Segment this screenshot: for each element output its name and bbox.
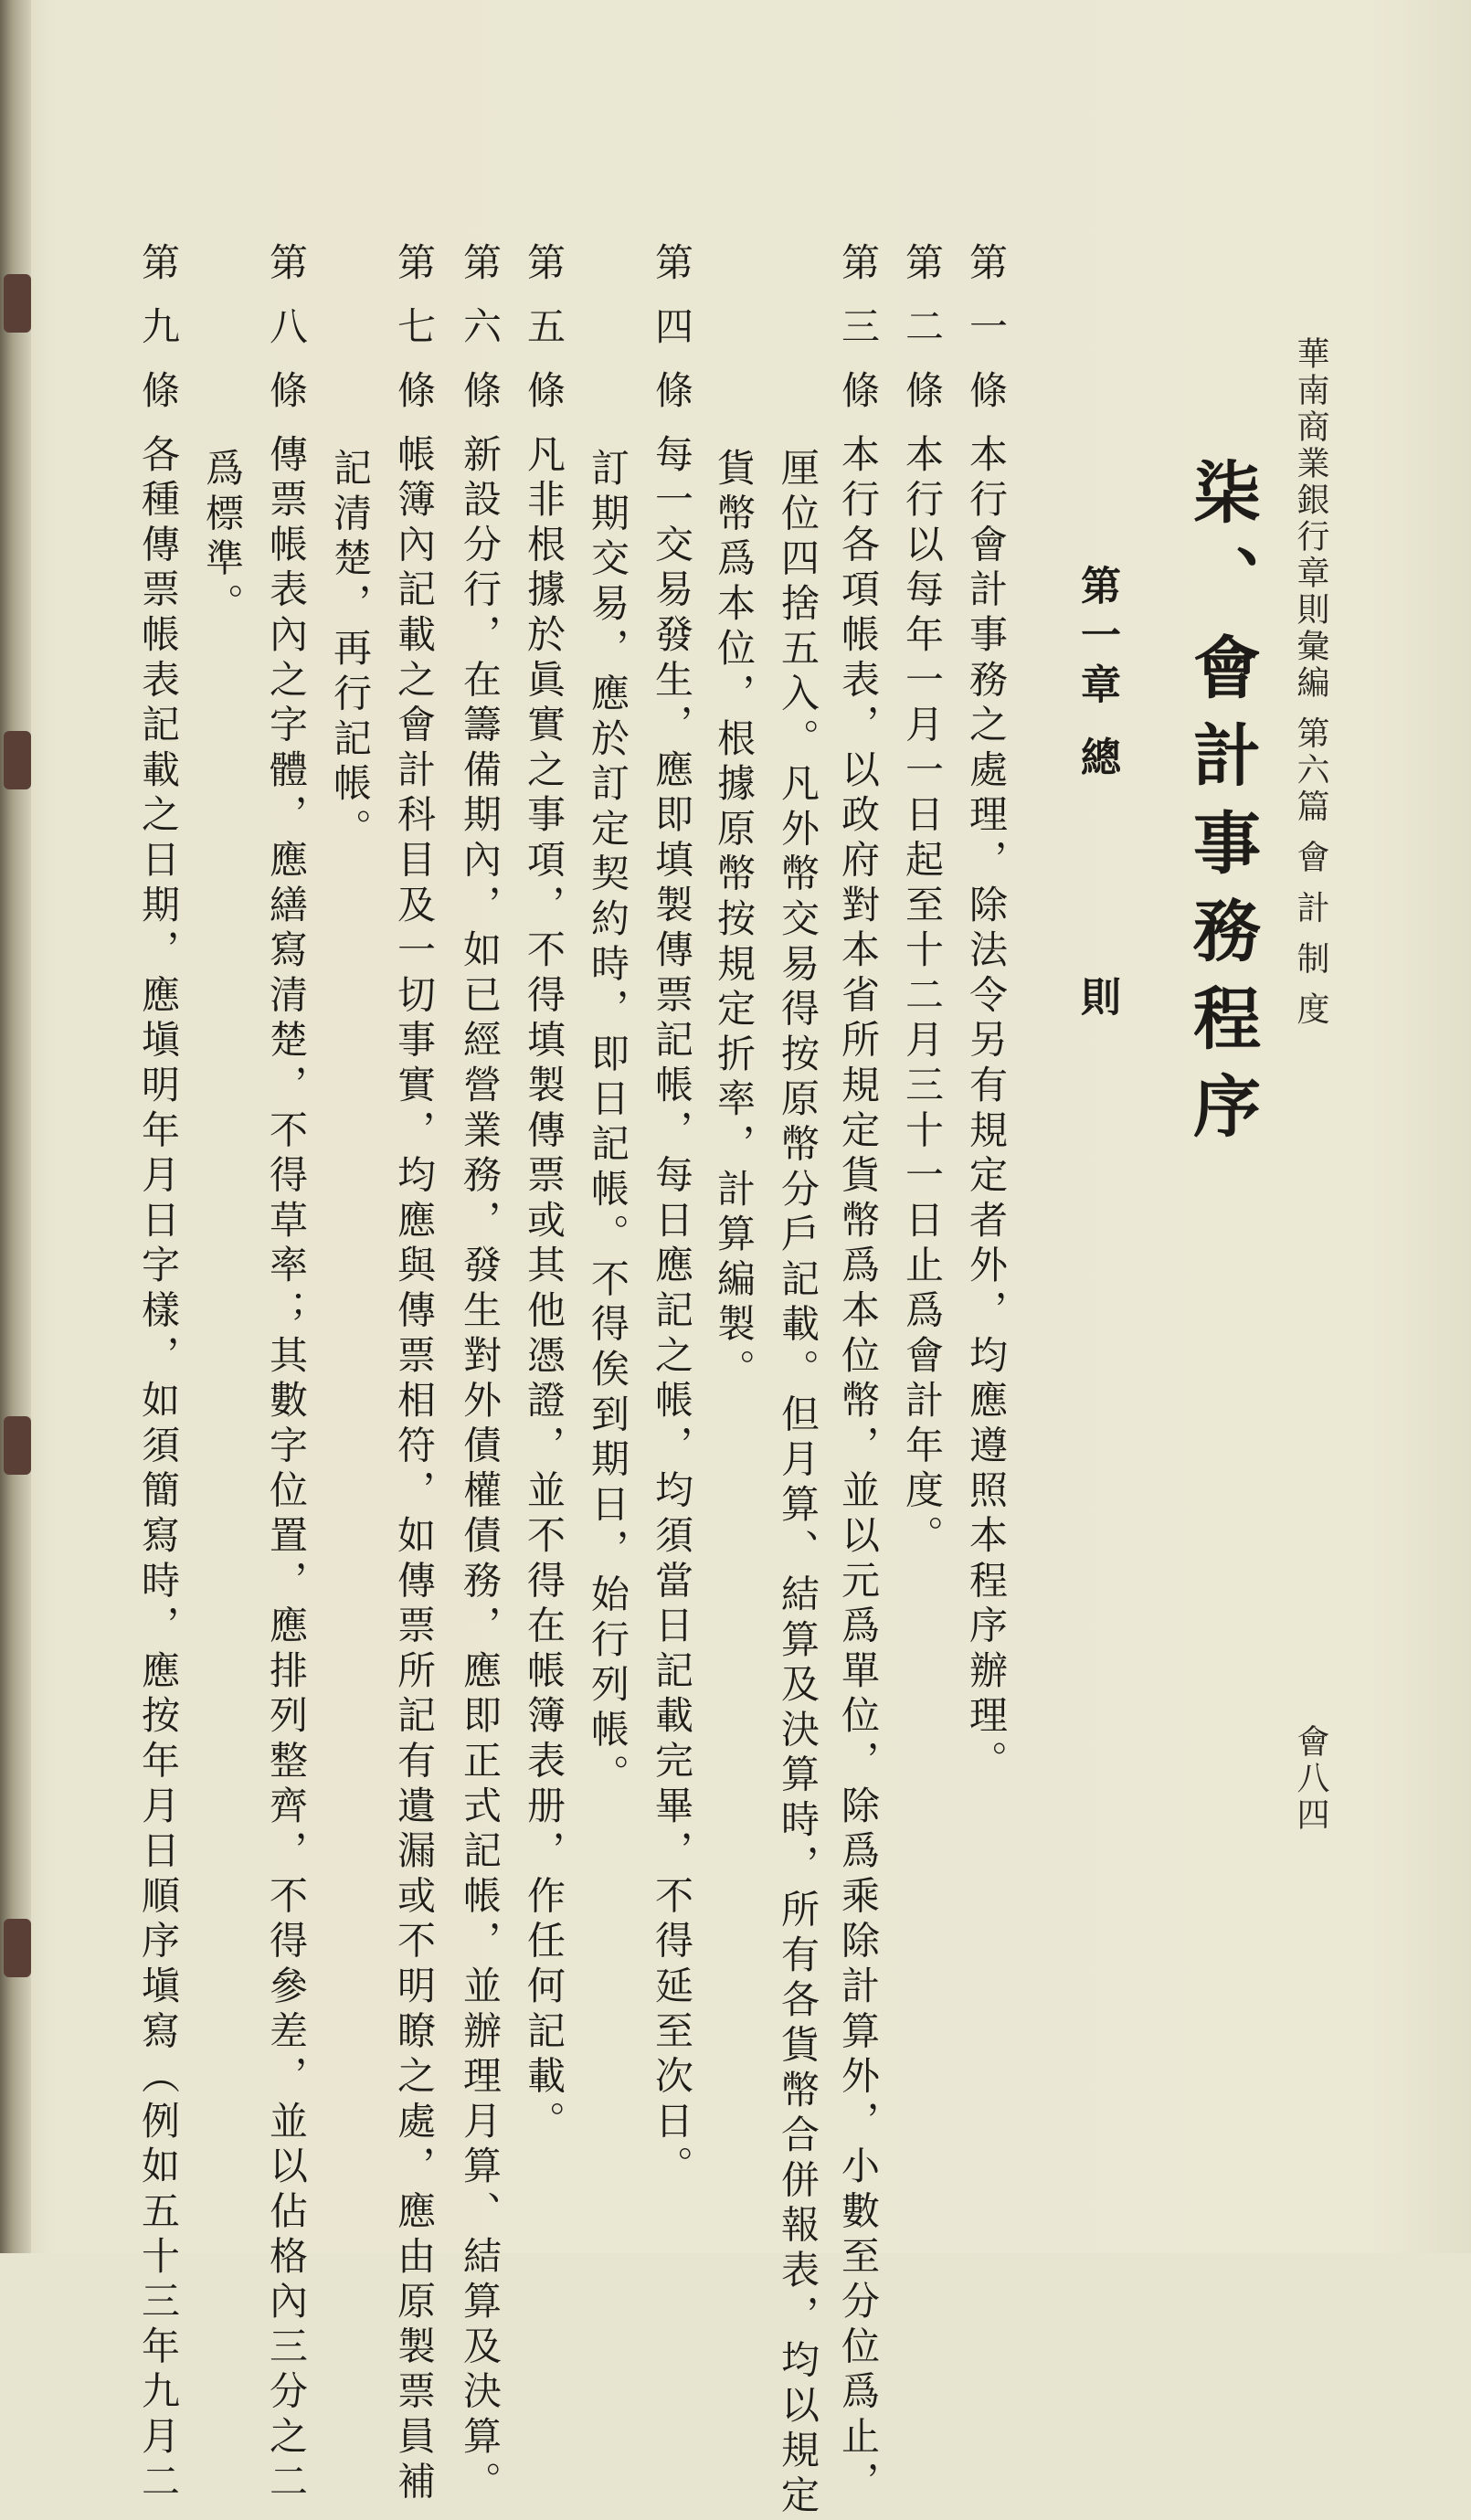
page-number: 會八四 — [1292, 1724, 1329, 1834]
article-4-line-1: 第 四 條 每一交易發生，應即填製傳票記帳，每日應記之帳，均須當日記載完畢，不得延至次日。 — [650, 242, 694, 2191]
binding-tab — [4, 731, 31, 789]
article-7-line-1: 第 七 條 帳簿內記載之會計科目及一切事實，均應與傳票相符，如傳票所記有遺漏或不明瞭之處，應由原製票員補 — [392, 242, 437, 2506]
chapter-name: 則 — [1074, 976, 1120, 1016]
article-8-line-1: 第 八 條 傳票帳表內之字體，應繕寫清楚，不得草率；其數字位置，應排列整齊，不得參差，並以佔格內三分之二 — [264, 242, 309, 2506]
binding-tab — [4, 1416, 31, 1475]
book-binding — [0, 0, 31, 2253]
section-title: 柒、會計事務程序 — [1182, 457, 1261, 1159]
article-3-line-2: 厘位四捨五入。凡外幣交易得按原幣分戶記載。但月算、結算及決算時，所有各貨幣合併報表，均以規定 — [776, 448, 820, 2520]
article-6-line-1: 第 六 條 新設分行，在籌備期內，如已經營業務，發生對外債權債務，應即正式記帳，並辦理月算、結算及決算。 — [458, 242, 503, 2506]
running-header: 華南商業銀行章則彙編 第六篇 會 計 制 度 — [1292, 336, 1329, 1029]
article-4-line-2: 訂期交易，應於訂定契約時，即日記帳。不得俟到期日，始行列帳。 — [586, 448, 630, 1799]
chapter-heading: 第一章 總 — [1074, 565, 1120, 786]
article-7-line-2: 記清楚，再行記帳。 — [328, 448, 373, 853]
article-3-line-1: 第 三 條 本行各項帳表，以政府對本省所規定貨幣爲本位幣，並以元爲單位，除爲乘除計算外，小數至分位爲止， — [836, 242, 881, 2506]
article-1-line-1: 第 一 條 本行會計事務之處理，除法令另有規定者外，均應遵照本程序辦理。 — [964, 242, 1009, 1785]
binding-tab — [4, 1919, 31, 1977]
article-5-line-1: 第 五 條 凡非根據於眞實之事項，不得填製傳票或其他憑證，並不得在帳簿表册，作任何記載。 — [522, 242, 566, 2146]
binding-tab — [4, 274, 31, 333]
article-3-line-3: 貨幣爲本位，根據原幣按規定折率，計算編製。 — [712, 448, 757, 1394]
article-9-line-1: 第 九 條 各種傳票帳表記載之日期，應塡明年月日字樣，如須簡寫時，應按年月日順序塡寫（例如五十三年九月二 — [136, 242, 181, 2506]
article-2-line-1: 第 二 條 本行以每年一月一日起至十二月三十一日止爲會計年度。 — [900, 242, 945, 1561]
article-8-line-2: 爲標準。 — [200, 448, 245, 629]
